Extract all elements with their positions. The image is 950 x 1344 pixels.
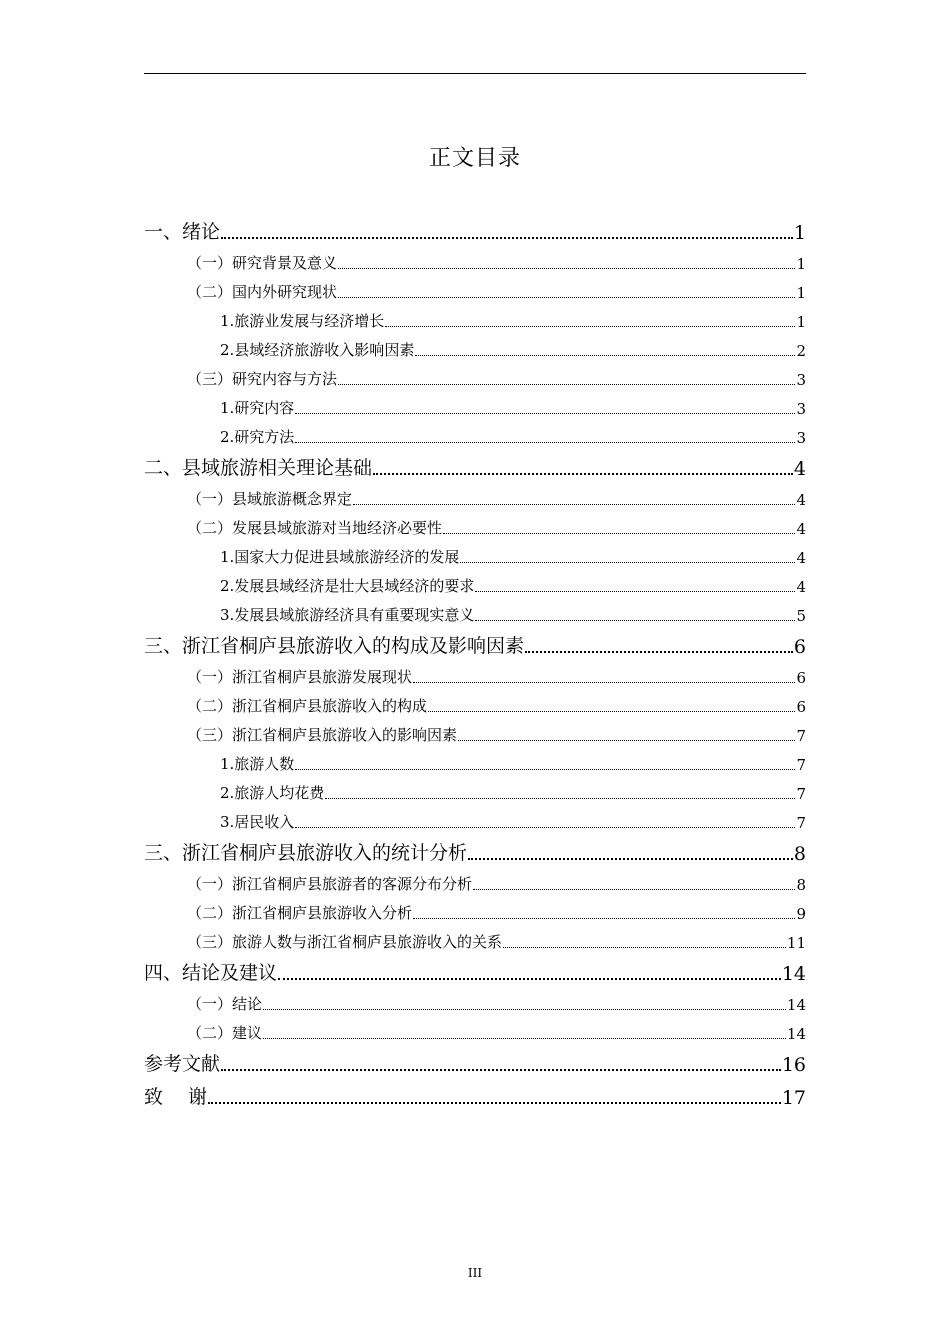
toc-dot-leader [221,1069,781,1071]
toc-entry[interactable] [144,599,806,628]
toc-entry-label: （二）浙江省桐庐县旅游收入分析 [187,904,413,922]
toc-entry-label: 2.县域经济旅游收入影响因素 [220,341,415,359]
toc-entry[interactable] [144,661,806,690]
toc-entry-page-number: 6 [796,669,806,687]
toc-entry-label: 致 谢 [144,1086,208,1108]
toc-entry[interactable] [144,392,806,421]
toc-entry-label: 一、绪论 [144,221,221,243]
toc-entry-page-number: 7 [796,756,806,774]
toc-entry[interactable] [144,1079,806,1112]
toc-entry[interactable] [144,334,806,363]
toc-entry[interactable] [144,628,806,661]
toc-entry-label: （一）结论 [187,995,263,1013]
toc-entry-label: 四、结论及建议 [144,962,278,984]
toc-entry[interactable] [144,806,806,835]
toc-entry-page-number: 5 [796,607,806,625]
toc-entry[interactable] [144,719,806,748]
toc-entry[interactable] [144,247,806,276]
toc-dot-leader [338,384,795,385]
toc-dot-leader [503,947,786,948]
toc-entry-page-number: 4 [796,520,806,538]
toc-entry-label: （三）研究内容与方法 [187,370,338,388]
toc-entry-label: 三、浙江省桐庐县旅游收入的构成及影响因素 [144,635,525,657]
toc-entry[interactable] [144,363,806,392]
toc-entry-label: 1.旅游业发展与经济增长 [220,312,385,330]
toc-dot-leader [475,591,795,592]
toc-dot-leader [263,1009,786,1010]
toc-entry-page-number: 4 [796,491,806,509]
toc-dot-leader [413,682,795,683]
toc-entry-page-number: 4 [793,458,806,480]
toc-dot-leader [385,326,795,327]
toc-entry-label: （三）浙江省桐庐县旅游收入的影响因素 [187,726,458,744]
toc-entry-page-number: 8 [793,843,806,865]
toc-entry-label: 1.旅游人数 [220,755,295,773]
toc-entry[interactable] [144,1017,806,1046]
toc-entry-page-number: 3 [796,371,806,389]
toc-entry-label: 3.发展县域旅游经济具有重要现实意义 [220,606,475,624]
toc-dot-leader [295,442,795,443]
toc-entry-label: 1.研究内容 [220,399,295,417]
toc-dot-leader [468,858,793,860]
toc-entry-page-number: 8 [796,876,806,894]
toc-dot-leader [338,268,795,269]
page-title: 正文目录 [428,146,521,171]
toc-entry[interactable] [144,276,806,305]
toc-entry-page-number: 2 [796,342,806,360]
toc-entry-label: 1.国家大力促进县域旅游经济的发展 [220,548,460,566]
toc-entry-label: （二）浙江省桐庐县旅游收入的构成 [187,697,428,715]
header-rule [144,73,806,74]
toc-dot-leader [325,798,795,799]
toc-entry-page-number: 1 [793,222,806,244]
toc-entry-page-number: 7 [796,785,806,803]
toc-entry[interactable] [144,1046,806,1079]
toc-entry[interactable] [144,748,806,777]
toc-entry-label: （一）浙江省桐庐县旅游发展现状 [187,668,413,686]
toc-entry-page-number: 3 [796,429,806,447]
toc-entry-label: （二）发展县域旅游对当地经济必要性 [187,519,443,537]
toc-entry-page-number: 4 [796,578,806,596]
toc-dot-leader [221,237,793,239]
toc-entry[interactable] [144,512,806,541]
toc-dot-leader [278,978,781,980]
toc-dot-leader [415,355,795,356]
toc-entry-page-number: 14 [786,1025,806,1043]
toc-dot-leader [338,297,795,298]
page-number: III [467,1266,483,1280]
toc-entry-page-number: 14 [781,963,806,985]
toc-entry[interactable] [144,570,806,599]
toc-entry[interactable] [144,541,806,570]
toc-entry[interactable] [144,955,806,988]
toc-entry-label: （一）研究背景及意义 [187,254,338,272]
toc-entry-page-number: 1 [796,284,806,302]
toc-entry[interactable] [144,450,806,483]
toc-entry-page-number: 16 [781,1054,806,1076]
toc-dot-leader [295,827,795,828]
toc-dot-leader [475,620,795,621]
toc-entry-page-number: 1 [796,255,806,273]
toc-entry-page-number: 7 [796,727,806,745]
toc-entry-label: （三）旅游人数与浙江省桐庐县旅游收入的关系 [187,933,503,951]
toc-entry-label: （一）浙江省桐庐县旅游者的客源分布分析 [187,875,473,893]
toc-entry-page-number: 11 [786,934,806,952]
toc-entry-label: 参考文献 [144,1053,221,1075]
toc-entry-label: 三、浙江省桐庐县旅游收入的统计分析 [144,842,468,864]
table-of-contents [144,214,806,1112]
toc-entry-label: 3.居民收入 [220,813,295,831]
toc-dot-leader [373,473,793,475]
toc-entry-label: （一）县域旅游概念界定 [187,490,353,508]
toc-dot-leader [473,889,795,890]
toc-entry-label: （二）国内外研究现状 [187,283,338,301]
toc-entry[interactable] [144,835,806,868]
toc-entry-page-number: 17 [781,1087,806,1109]
toc-entry-page-number: 6 [796,698,806,716]
toc-entry[interactable] [144,690,806,719]
toc-entry-label: （二）建议 [187,1024,263,1042]
toc-dot-leader [460,562,795,563]
toc-entry[interactable] [144,305,806,334]
toc-entry[interactable] [144,926,806,955]
toc-entry-page-number: 4 [796,549,806,567]
toc-entry[interactable] [144,214,806,247]
toc-entry-page-number: 6 [793,636,806,658]
toc-entry-label: 2.发展县域经济是壮大县域经济的要求 [220,577,475,595]
toc-dot-leader [295,769,795,770]
toc-entry[interactable] [144,421,806,450]
toc-entry[interactable] [144,988,806,1017]
toc-dot-leader [353,504,795,505]
toc-dot-leader [525,651,793,653]
toc-dot-leader [263,1038,786,1039]
toc-dot-leader [458,740,795,741]
toc-entry[interactable] [144,777,806,806]
toc-dot-leader [428,711,795,712]
toc-entry[interactable] [144,868,806,897]
toc-entry[interactable] [144,897,806,926]
toc-dot-leader [295,413,795,414]
toc-dot-leader [443,533,795,534]
toc-entry[interactable] [144,483,806,512]
toc-entry-label: 2.旅游人均花费 [220,784,325,802]
toc-entry-page-number: 9 [796,905,806,923]
toc-entry-page-number: 3 [796,400,806,418]
toc-entry-page-number: 14 [786,996,806,1014]
toc-dot-leader [208,1102,781,1104]
toc-entry-page-number: 7 [796,814,806,832]
toc-entry-page-number: 1 [796,313,806,331]
toc-dot-leader [413,918,795,919]
toc-entry-label: 2.研究方法 [220,428,295,446]
toc-entry-label: 二、县域旅游相关理论基础 [144,457,373,479]
